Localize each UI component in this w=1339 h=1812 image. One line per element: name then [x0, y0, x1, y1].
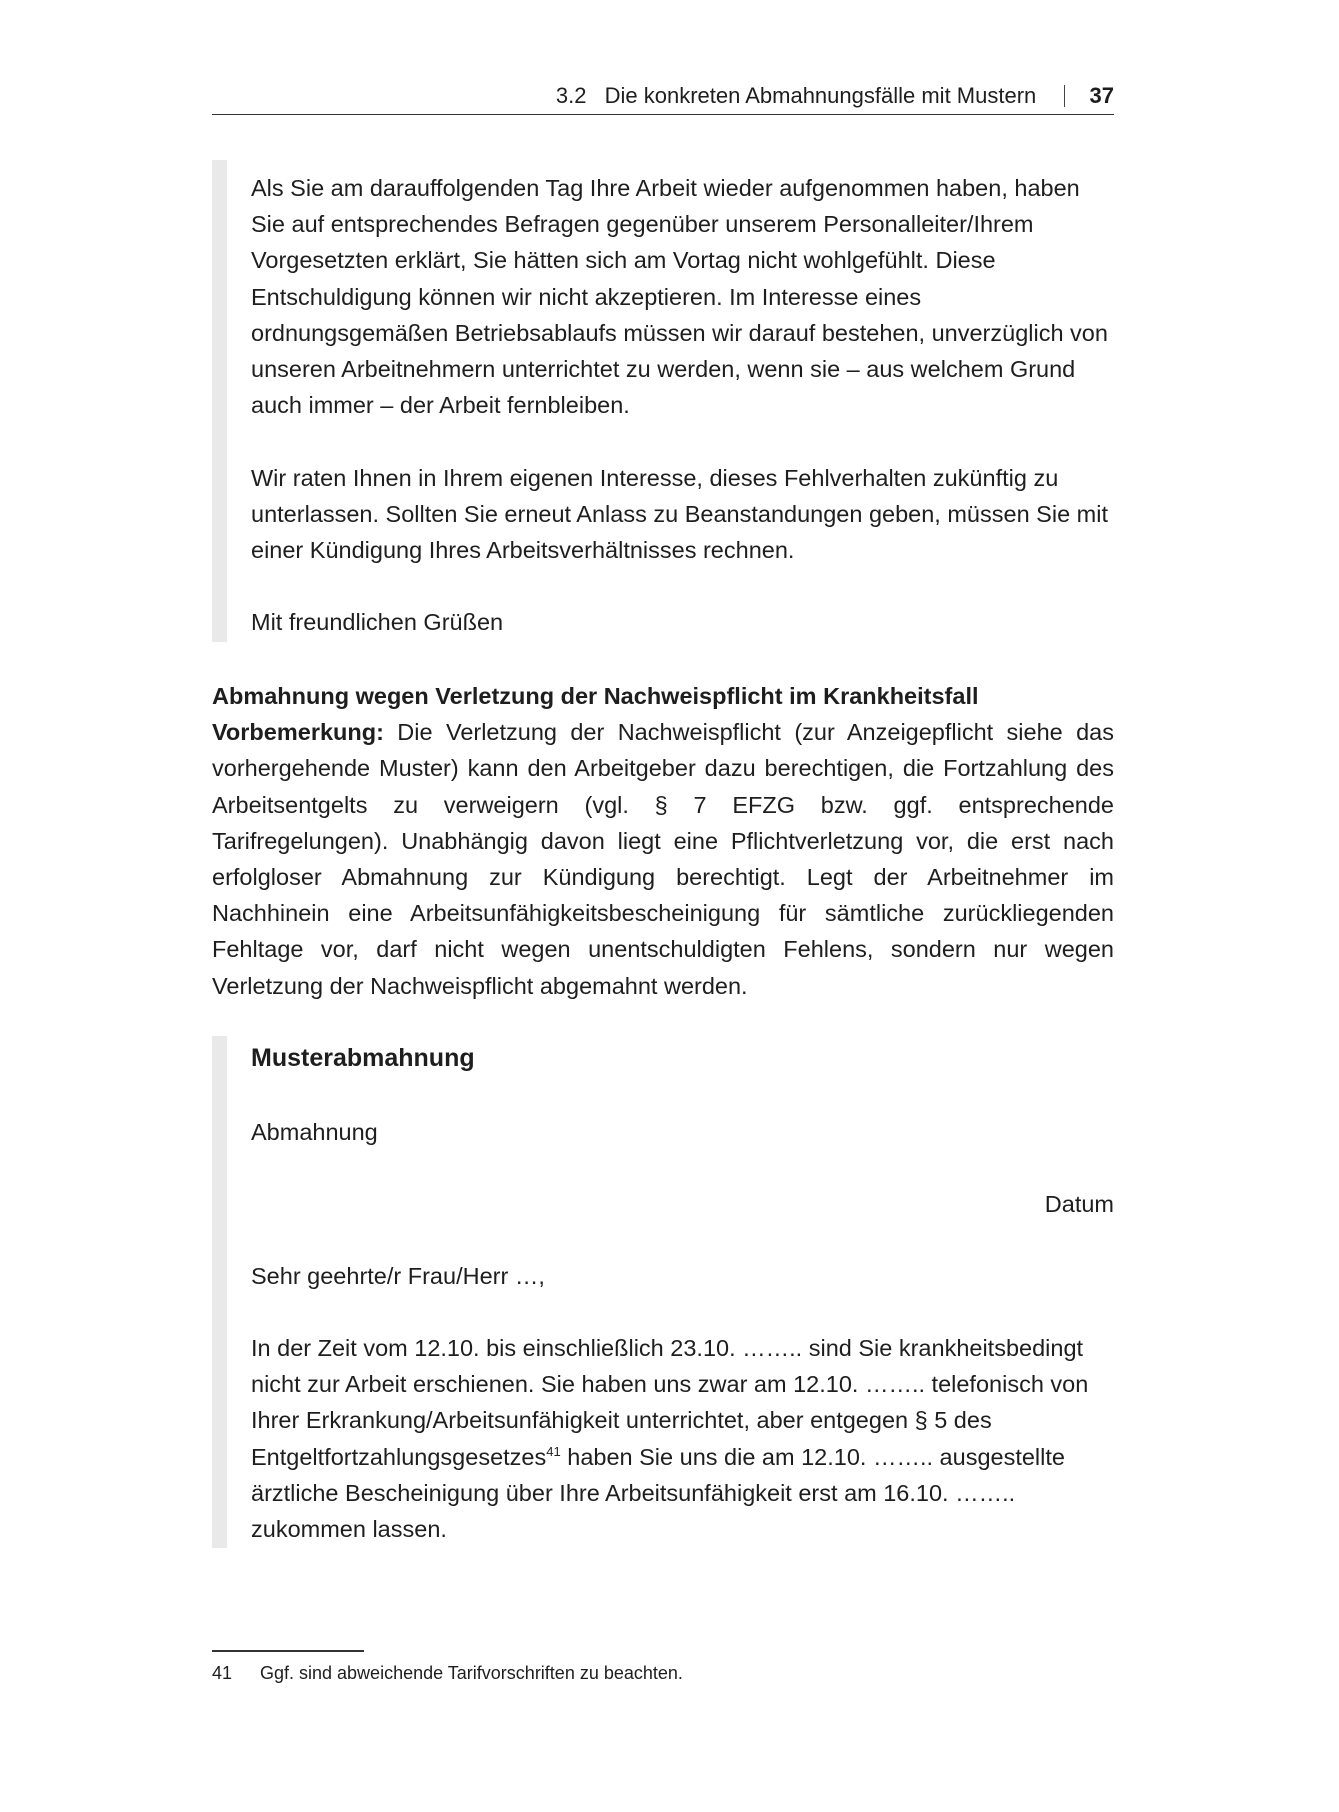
section-nachweispflicht — [212, 678, 1114, 1004]
footnote-number: 41 — [212, 1663, 233, 1683]
section-title: Abmahnung wegen Verletzung der Nachweispflicht im Krankheitsfall — [212, 683, 979, 709]
sample-salutation: Sehr geehrte/r Frau/Herr …, — [251, 1263, 545, 1289]
header-section-number: 3.2 — [555, 83, 587, 108]
sample-warning-box — [212, 1036, 1114, 1548]
preliminary-remark — [212, 714, 1114, 1004]
preliminary-remark-label: Vorbemerkung: — [212, 719, 384, 746]
preliminary-remark-text: Die Verletzung der Nachweispflicht (zur Anzeigepflicht siehe das vorhergehende Muster) kann den Arbeitgeber dazu berechtigen, die Fortzahlung des Arbeitsentgelts zu verweigern (vgl. § 7 EFZG bzw. ggf. entsprechende Tarifregelungen). Unabhängig davon liegt eine Pflichtverletzung vor, die erst nach erfolgloser Abmahnung zur Kündigung berechtigt. Legt der Arbeitnehmer im Nachhinein eine Arbeitsunfähigkeitsbescheinigung für sämtliche zurückliegenden Fehltage vor, darf nicht wegen unentschuldigten Fehlens, sondern nur wegen Verletzung der Nachweispflicht abgemahnt werden. — [212, 719, 1114, 999]
letter-paragraph-2: Wir raten Ihnen in Ihrem eigenen Interesse, dieses Fehlverhalten zukünftig zu unterlassen. Sollten Sie erneut Anlass zu Beanstandungen geben, müssen Sie mit einer Kündigung Ihres Arbeitsverhältnisses rechnen. — [251, 465, 1108, 564]
sample-subject: Abmahnung — [251, 1119, 378, 1145]
footnote-reference[interactable]: 41 — [546, 1443, 561, 1459]
letter-closing: Mit freundlichen Grüßen — [251, 609, 504, 635]
running-header — [212, 78, 1114, 115]
sample-heading: Musterabmahnung — [251, 1044, 475, 1072]
header-section-title: Die konkreten Abmahnungsfälle mit Mustern — [604, 83, 1037, 108]
sample-body-part-1: In der Zeit vom 12.10. bis einschließlich 23.10. …….. sind Sie krankheitsbedingt nicht zur Arbeit erschienen. Sie haben uns zwar am 12.10. …….. telefonisch von Ihrer Erkrankung/Arbeitsunfähigkeit unterrichtet, aber entgegen § 5 des Entgeltfortzahlungsgesetzes — [251, 1335, 1089, 1470]
footnote — [212, 1660, 1114, 1686]
page-number: 37 — [1089, 83, 1114, 108]
header-separator — [1064, 85, 1065, 107]
sample-body-part-2: haben Sie uns die am 12.10. …….. ausgestellte ärztliche Bescheinigung über Ihre Arbeitsunfähigkeit erst am 16.10. …….. zukommen lassen. — [251, 1443, 1065, 1543]
sample-date-label: Datum — [1044, 1191, 1114, 1217]
sample-body — [251, 1330, 1114, 1547]
letter-paragraph-1: Als Sie am darauffolgenden Tag Ihre Arbeit wieder aufgenommen haben, haben Sie auf entsprechendes Befragen gegenüber unserem Personalleiter/Ihrem Vorgesetzten erklärt, Sie hätten sich am Vortag nicht wohlgefühlt. Diese Entschuldigung können wir nicht akzeptieren. Im Interesse eines ordnungsgemäßen Betriebsablaufs müssen wir darauf bestehen, unverzüglich von unseren Arbeitnehmern unterrichtet zu werden, wenn sie – aus welchem Grund auch immer – der Arbeit fernbleiben. — [251, 175, 1108, 419]
footnote-text: Ggf. sind abweichende Tarifvorschriften zu beachten. — [260, 1663, 683, 1683]
footnote-divider — [212, 1650, 364, 1652]
letter-continuation-box — [212, 160, 1114, 642]
